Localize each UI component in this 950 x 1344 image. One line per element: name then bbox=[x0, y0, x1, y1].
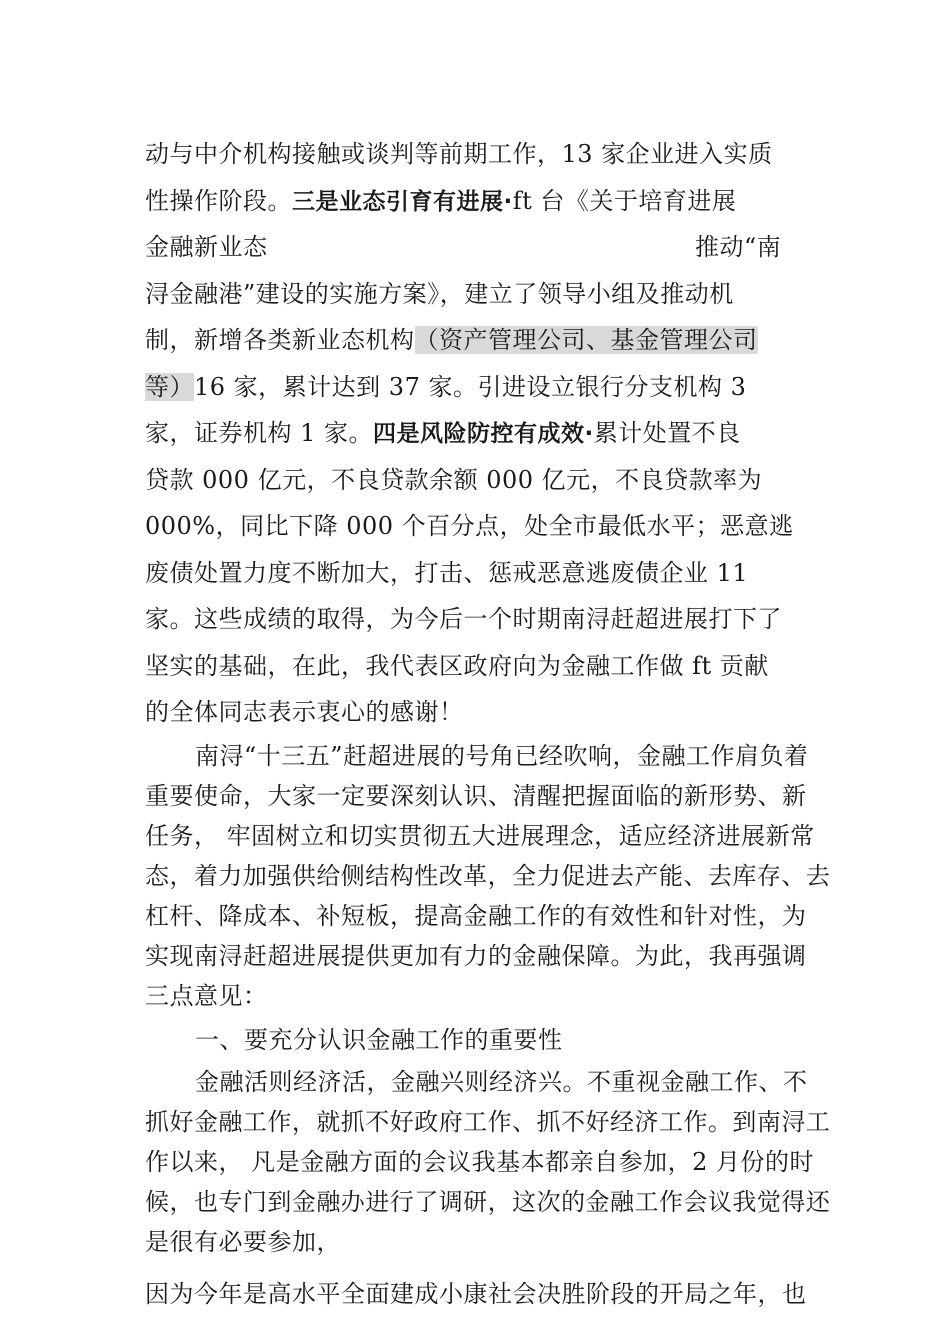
text-line: 态，着力加强供给侧结构性改革，全力促进去产能、去库存、去 bbox=[145, 862, 831, 890]
text-line: 动与中介机构接触或谈判等前期工作，13 家企业进入实质 bbox=[145, 140, 773, 168]
text-line: 是很有必要参加， bbox=[145, 1228, 341, 1256]
text-line: 等）16 家，累计达到 37 家。引进设立银行分支机构 3 bbox=[145, 373, 747, 401]
text-line: 金融新业态 推动“南 bbox=[145, 233, 782, 261]
text-line: 抓好金融工作，就抓不好政府工作、抓不好经济工作。到南浔工 bbox=[145, 1108, 831, 1136]
text-line: 南浔“十三五”赶超进展的号角已经吹响，金融工作肩负着 bbox=[195, 742, 809, 770]
text-line: 贷款 000 亿元，不良贷款余额 000 亿元，不良贷款率为 bbox=[145, 466, 763, 494]
text-line: 金融活则经济活，金融兴则经济兴。不重视金融工作、不 bbox=[195, 1068, 808, 1096]
text-line: 实现南浔赶超进展提供更加有力的金融保障。为此，我再强调 bbox=[145, 942, 807, 970]
text-line: 家，证券机构 1 家。四是风险防控有成效·累计处置不良 bbox=[145, 419, 741, 447]
text-line: 性操作阶段。三是业态引育有进展·ft 台《关于培育进展 bbox=[145, 187, 737, 215]
text-line: 废债处置力度不断加大，打击、惩戒恶意逃废债企业 11 bbox=[145, 559, 749, 587]
text-line: 浔金融港”建设的实施方案》，建立了领导小组及推动机 bbox=[145, 280, 734, 308]
bold-heading: 四是风险防控有成效· bbox=[373, 421, 594, 447]
bold-heading: 三是业态引育有进展· bbox=[292, 189, 513, 215]
text-line: 三点意见： bbox=[145, 982, 268, 1010]
text-line: 的全体同志表示衷心的感谢！ bbox=[145, 698, 464, 726]
highlighted-text: （资产管理公司、基金管理公司 bbox=[414, 326, 758, 354]
text-line: 因为今年是高水平全面建成小康社会决胜阶段的开局之年，也 bbox=[145, 1280, 807, 1308]
text-line: 杠杆、降成本、补短板，提高金融工作的有效性和针对性，为 bbox=[145, 902, 807, 930]
section-heading: 一、要充分认识金融工作的重要性 bbox=[195, 1026, 563, 1054]
text-line: 家。这些成绩的取得，为今后一个时期南浔赶超进展打下了 bbox=[145, 605, 782, 633]
highlighted-text: 等） bbox=[145, 373, 194, 401]
text-line: 坚实的基础，在此，我代表区政府向为金融工作做 ft 贡献 bbox=[145, 652, 769, 680]
text-line: 重要使命，大家一定要深刻认识、清醒把握面临的新形势、新 bbox=[145, 782, 807, 810]
text-line: 候，也专门到金融办进行了调研，这次的金融工作会议我觉得还 bbox=[145, 1188, 831, 1216]
text-line: 000%，同比下降 000 个百分点，处全市最低水平；恶意逃 bbox=[145, 512, 794, 540]
text-line: 任务， 牢固树立和切实贯彻五大进展理念，适应经济进展新常 bbox=[145, 822, 815, 850]
text-line: 作以来， 凡是金融方面的会议我基本都亲自参加，2 月份的时 bbox=[145, 1148, 815, 1176]
text-line: 制，新增各类新业态机构（资产管理公司、基金管理公司 bbox=[145, 326, 758, 354]
